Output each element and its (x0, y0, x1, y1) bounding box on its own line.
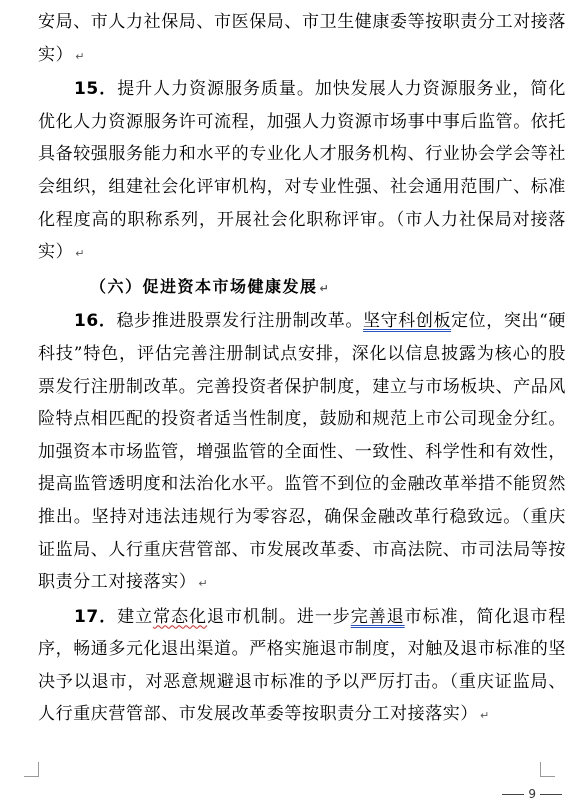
grammar-marked-text: 完善退 (350, 606, 405, 627)
item-number: 16． (74, 311, 117, 332)
page-footer (502, 787, 562, 801)
paragraph-text: 建立 (117, 606, 154, 627)
paragraph-17 (38, 601, 566, 733)
heading-text: （六）促进资本市场健康发展 (90, 276, 318, 296)
paragraph-text: 定位，突出“硬科技”特色，评估完善注册制试点安排，深化以信息披露为核心的股票发行注册制改革。完善投资者保护制度，建立与市场板块、产品风险特点相匹配的投资者适当性制度，鼓励和规范上市公司现金分红。加强资本市场监管，增强监管的全面性、一致性、科学性和有效性，提高监管透明度和法治化水平。监管不到位的金融改革举措不能贸然推出。坚持对违法违规行为零容忍，确保金融改革行稳致远。（重庆证监局、人行重庆营管部、市发展改革委、市高法院、市司法局等按职责分工对接落实） (38, 311, 567, 593)
paragraph-continued (38, 6, 566, 73)
paragraph-mark-icon: ↵ (319, 281, 331, 295)
paragraph-text: 市标准，简化退市程序，畅通多元化退出渠道。严格实施退市制度，对触及退市标准的坚决予以退市，对恶意规避退市标准的予以严厉打击。（重庆证监局、人行重庆营管部、市发展改革委等按职责分工对接落实） (38, 606, 566, 725)
paragraph-mark-icon: ↵ (75, 49, 86, 63)
item-number: 15． (74, 79, 118, 100)
section-heading (38, 271, 566, 306)
paragraph-mark-icon: ↵ (75, 247, 86, 261)
paragraph-text: 安局、市人力社保局、市医保局、市卫生健康委等按职责分工对接落实） (38, 12, 566, 65)
paragraph-text: 稳步推进股票发行注册制改革。 (116, 311, 364, 332)
paragraph-mark-icon: ↵ (198, 577, 209, 591)
page-number: 9 (528, 787, 536, 801)
footer-dash (502, 794, 524, 795)
footer-dash (540, 794, 562, 795)
grammar-marked-text: 坚守科创板 (363, 311, 452, 332)
document-body (38, 6, 566, 733)
margin-corner-mark (24, 762, 39, 777)
paragraph-16 (38, 305, 566, 600)
spellcheck-marked-text: 常态化 (153, 606, 208, 627)
paragraph-text: 提升人力资源服务质量。加快发展人力资源服务业，简化优化人力资源服务许可流程，加强人力资源市场事中事后监管。依托具备较强服务能力和水平的专业化人才服务机构、行业协会学会等社会组织，组建社会化评审机构，对专业性强、社会通用范围广、标准化程度高的职称系列，开展社会化职称评审。（市人力社保局对接落实） (38, 79, 566, 263)
paragraph-15 (38, 73, 566, 271)
margin-corner-mark (540, 762, 555, 777)
item-number: 17． (74, 606, 118, 627)
paragraph-mark-icon: ↵ (480, 709, 490, 723)
paragraph-text: 退市机制。进一步 (207, 606, 351, 627)
